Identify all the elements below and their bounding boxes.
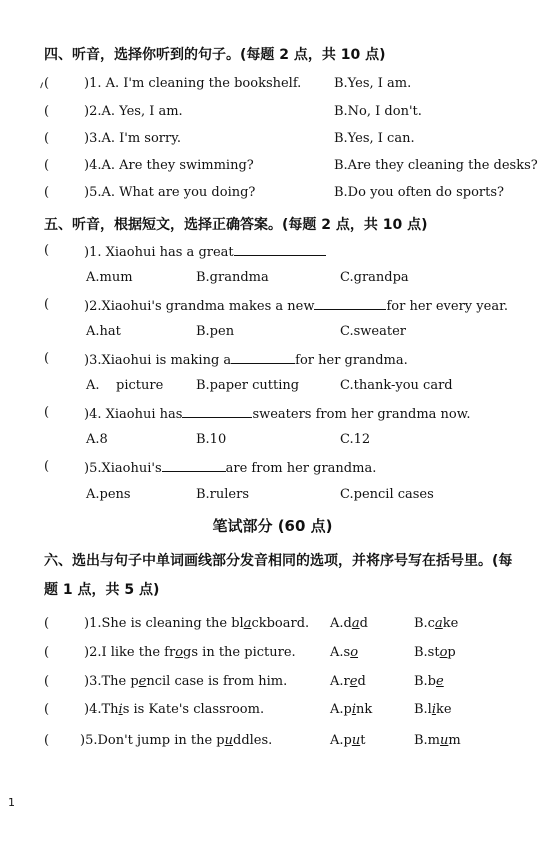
underlined-letter: i — [351, 702, 357, 717]
s6-item-5-text: )5.Don't jump in the p — [80, 733, 225, 748]
s5-item-2-options — [0, 324, 545, 344]
s4-item-5-option-a: )5.A. What are you doing? — [84, 185, 256, 200]
s4-item-3-option-a: )3.A. I'm sorry. — [84, 131, 181, 146]
s5-item-2-option-a: A.hat — [86, 324, 121, 339]
underlined-letter: o — [439, 645, 448, 660]
answer-paren[interactable]: ( — [44, 185, 50, 200]
s6-item-1 — [0, 616, 545, 636]
s5-item-4-text-end: sweaters from her grandma now. — [252, 407, 471, 422]
s6-item-4-option-b-end: ke — [436, 702, 452, 717]
underlined-letter: u — [224, 733, 233, 748]
s4-item-4 — [0, 158, 545, 178]
s4-item-3 — [0, 131, 545, 151]
s4-item-2-option-a: )2.A. Yes, I am. — [84, 104, 183, 119]
s6-item-5 — [0, 733, 545, 753]
s4-item-5-option-b: B.Do you often do sports? — [334, 185, 504, 200]
s5-item-2-question — [0, 297, 545, 317]
s4-item-2 — [0, 104, 545, 124]
answer-paren[interactable]: ( — [44, 76, 50, 91]
s6-item-4-option-b: B.l — [414, 702, 432, 717]
s5-item-4-option-a: A.8 — [86, 432, 108, 447]
s6-item-5-option-b: B.m — [414, 733, 441, 748]
answer-paren[interactable]: ( — [44, 645, 50, 660]
s5-item-1-option-a: A.mum — [86, 270, 133, 285]
underlined-letter: e — [138, 674, 147, 689]
underlined-letter: i — [118, 702, 123, 717]
underlined-letter: e — [349, 674, 358, 689]
fill-blank[interactable] — [231, 351, 295, 364]
s6-item-4 — [0, 702, 545, 722]
underlined-letter: e — [436, 674, 444, 689]
s5-item-2-option-b: B.pen — [196, 324, 235, 339]
s6-item-4-text-end: s is Kate's classroom. — [122, 702, 265, 717]
s6-item-4-text: )4.Th — [84, 702, 119, 717]
s6-item-1-text: )1.She is cleaning the bl — [84, 616, 244, 631]
s6-item-1-option-b-end: ke — [442, 616, 459, 631]
answer-paren[interactable]: ( — [44, 733, 50, 748]
s6-item-1-option-a-end: d — [359, 616, 368, 631]
s6-item-5-text-end: ddles. — [233, 733, 273, 748]
s5-item-3-text-end: for her grandma. — [295, 353, 408, 368]
s6-item-3-option-a: A.r — [330, 674, 350, 689]
s5-item-1-options — [0, 270, 545, 290]
answer-paren[interactable]: ( — [44, 674, 50, 689]
s5-item-1-option-c: C.grandpa — [340, 270, 409, 285]
underlined-letter: a — [243, 616, 252, 631]
s5-item-4-option-c: C.12 — [340, 432, 371, 447]
underlined-letter: a — [351, 616, 360, 631]
s6-item-2-option-b-end: p — [447, 645, 456, 660]
s5-item-2-option-c: C.sweater — [340, 324, 406, 339]
underlined-letter: a — [434, 616, 443, 631]
page-number: 1 — [8, 796, 15, 809]
fill-blank[interactable] — [234, 243, 326, 256]
answer-paren[interactable]: ( — [44, 702, 50, 717]
s4-item-3-option-b: B.Yes, I can. — [334, 131, 415, 146]
s6-item-3-option-b: B.b — [414, 674, 437, 689]
answer-paren[interactable]: ( — [44, 243, 50, 258]
underlined-letter: o — [350, 645, 359, 660]
fill-blank[interactable] — [182, 405, 252, 418]
answer-paren[interactable]: ( — [44, 616, 50, 631]
fill-blank[interactable] — [314, 297, 386, 310]
s6-item-1-option-a: A.d — [330, 616, 352, 631]
s5-item-1-question — [0, 243, 545, 263]
s5-item-5-question — [0, 459, 545, 479]
underlined-letter: u — [440, 733, 449, 748]
s6-item-3-text-end: ncil case is from him. — [146, 674, 288, 689]
answer-paren[interactable]: ( — [44, 158, 50, 173]
s4-item-1 — [0, 76, 545, 96]
s6-item-4-option-a-end: nk — [356, 702, 373, 717]
s6-item-2-option-a: A.s — [330, 645, 351, 660]
underlined-letter: u — [351, 733, 361, 748]
s5-item-4-option-b: B.10 — [196, 432, 227, 447]
s5-item-1-option-b: B.grandma — [196, 270, 269, 285]
s6-item-3-text: )3.The p — [84, 674, 139, 689]
s6-item-2-text-end: gs in the picture. — [183, 645, 296, 660]
s6-item-5-option-a-end: t — [360, 733, 366, 748]
answer-paren[interactable]: ( — [44, 131, 50, 146]
s5-item-3-text: )3.Xiaohui is making a — [84, 353, 232, 368]
s6-item-2-text: )2.I like the fr — [84, 645, 176, 660]
s4-item-2-option-b: B.No, I don't. — [334, 104, 422, 119]
s5-item-4-options — [0, 432, 545, 452]
s4-item-4-option-a: )4.A. Are they swimming? — [84, 158, 254, 173]
s5-item-2-text-end: for her every year. — [386, 299, 508, 314]
s5-item-4-question — [0, 405, 545, 425]
underlined-letter: o — [175, 645, 184, 660]
s5-item-3-option-b: B.paper cutting — [196, 378, 300, 393]
s5-item-5-option-b: B.rulers — [196, 487, 250, 502]
s5-item-3-options — [0, 378, 545, 398]
s5-item-4-text: )4. Xiaohui has — [84, 407, 183, 422]
s6-item-2-option-b: B.st — [414, 645, 440, 660]
s6-item-1-text-end: ckboard. — [251, 616, 310, 631]
s6-item-5-option-b-end: m — [448, 733, 461, 748]
s5-item-3-question — [0, 351, 545, 371]
s4-item-4-option-b: B.Are they cleaning the desks? — [334, 158, 538, 173]
s6-item-5-option-a: A.p — [330, 733, 352, 748]
s5-item-3-option-a: A. picture — [86, 378, 164, 393]
fill-blank[interactable] — [162, 459, 226, 472]
s5-item-5-option-a: A.pens — [86, 487, 131, 502]
underlined-letter: i — [431, 702, 437, 717]
s5-item-5-options — [0, 487, 545, 507]
answer-paren[interactable]: ( — [44, 297, 50, 312]
s5-item-5-text: )5.Xiaohui's — [84, 461, 162, 476]
section4-heading: 四、听音，选择你听到的句子。(每题 2 点，共 10 点) — [44, 47, 386, 63]
section6-heading: 六、选出与句子中单词画线部分发音相同的选项，并将序号写在括号里。(每题 1 点，共 5 点) — [44, 553, 513, 598]
s6-item-4-option-a: A.p — [330, 702, 352, 717]
s5-item-3-option-c: C.thank-you card — [340, 378, 453, 393]
answer-paren[interactable]: ( — [44, 459, 50, 474]
s4-item-1-option-a: )1. A. I'm cleaning the bookshelf. — [84, 76, 302, 91]
s4-item-5 — [0, 185, 545, 205]
s5-item-1-text: )1. Xiaohui has a great — [84, 245, 234, 260]
s4-item-1-option-b: B.Yes, I am. — [334, 76, 412, 91]
answer-paren[interactable]: ( — [44, 405, 50, 420]
s6-item-3-option-a-end: d — [357, 674, 366, 689]
written-part-title: 笔试部分 (60 点) — [212, 517, 333, 535]
s5-item-2-text: )2.Xiaohui's grandma makes a new — [84, 299, 315, 314]
s6-item-2 — [0, 645, 545, 665]
answer-paren[interactable]: ( — [44, 351, 50, 366]
s6-item-1-option-b: B.c — [414, 616, 435, 631]
section5-heading: 五、听音，根据短文，选择正确答案。(每题 2 点，共 10 点) — [44, 217, 428, 233]
s6-item-3 — [0, 674, 545, 694]
s5-item-5-option-c: C.pencil cases — [340, 487, 434, 502]
s5-item-5-text-end: are from her grandma. — [225, 461, 377, 476]
answer-paren[interactable]: ( — [44, 104, 50, 119]
